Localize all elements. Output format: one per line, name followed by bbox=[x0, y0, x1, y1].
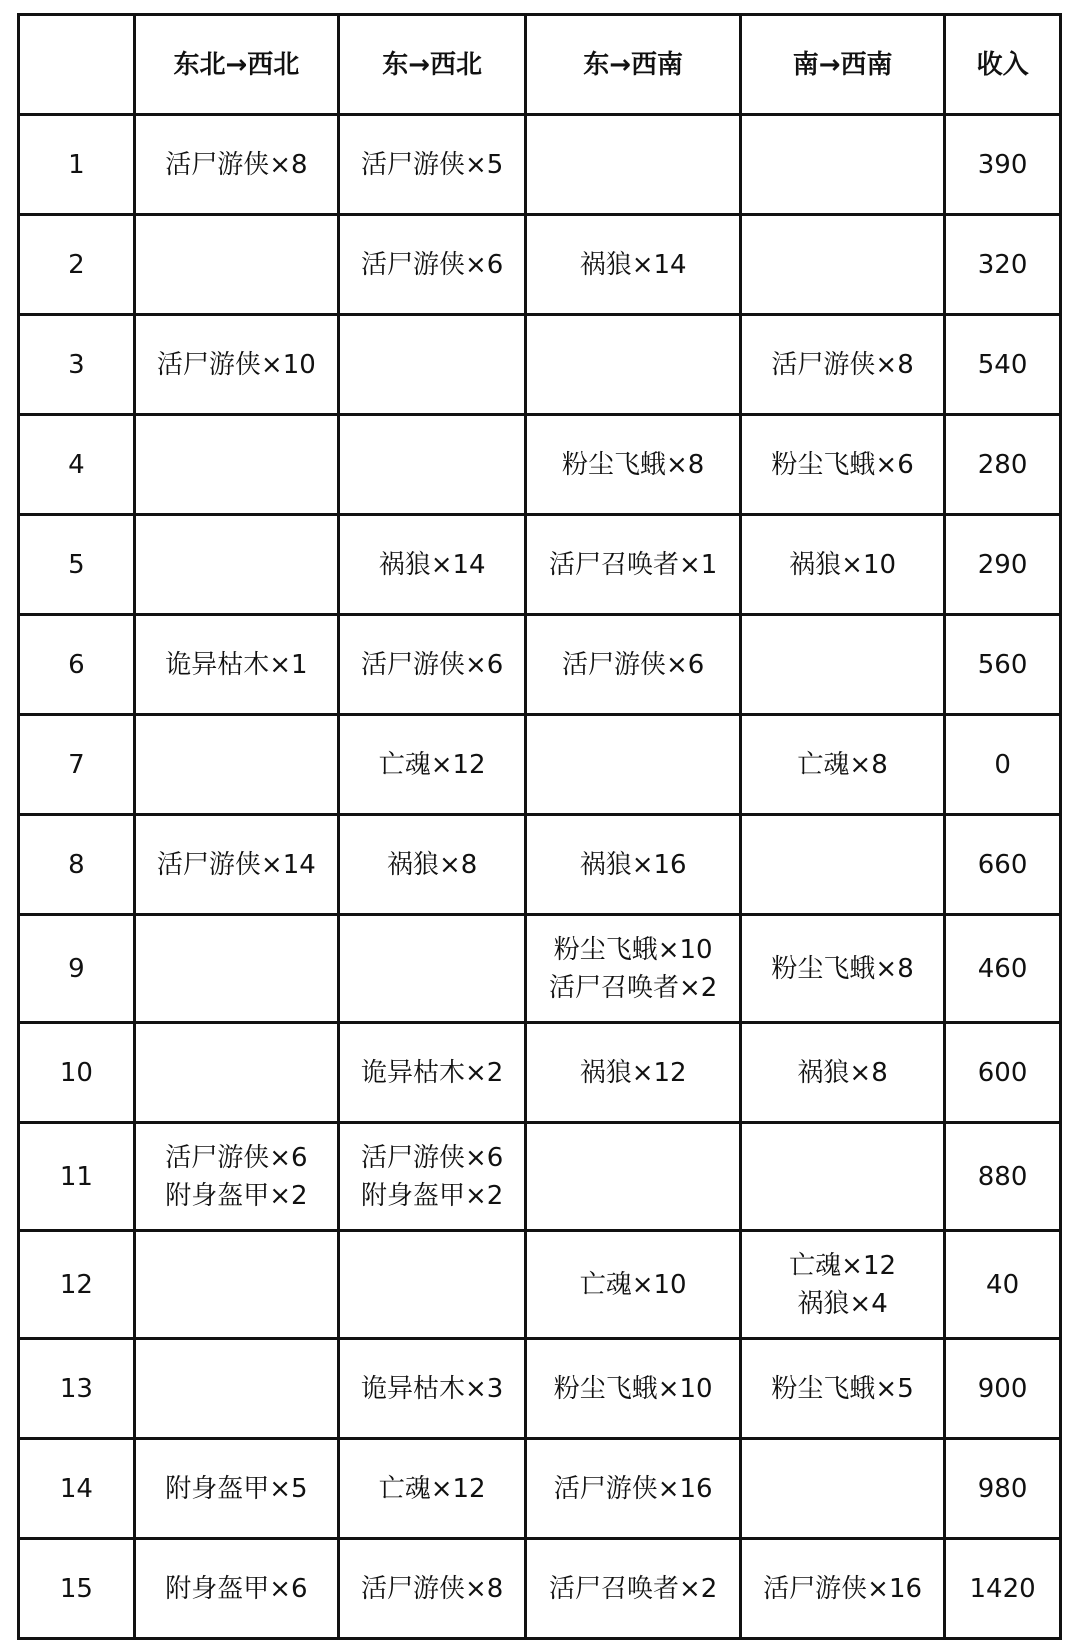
cell-income: 980 bbox=[945, 1439, 1061, 1539]
enemy-entry: 亡魂×12 bbox=[789, 1250, 897, 1281]
cell-east-to-northwest bbox=[338, 915, 525, 1023]
cell-northeast-to-northwest bbox=[134, 715, 338, 815]
cell-east-to-northwest bbox=[338, 215, 525, 315]
enemy-entry: 粉尘飞蛾×6 bbox=[771, 449, 914, 480]
enemy-entry: 诡异枯木×1 bbox=[165, 649, 308, 680]
cell-east-to-northwest bbox=[338, 1023, 525, 1123]
cell-northeast-to-northwest bbox=[134, 315, 338, 415]
table-row bbox=[19, 1539, 1061, 1639]
cell-south-to-southwest bbox=[741, 1231, 945, 1339]
table-row bbox=[19, 1439, 1061, 1539]
cell-northeast-to-northwest bbox=[134, 1123, 338, 1231]
header-income: 收入 bbox=[945, 15, 1061, 115]
enemy-entry: 诡异枯木×3 bbox=[360, 1373, 504, 1404]
enemy-entry: 粉尘飞蛾×10 bbox=[553, 934, 713, 965]
table-row bbox=[19, 715, 1061, 815]
enemy-entry: 亡魂×8 bbox=[797, 749, 888, 780]
cell-south-to-southwest bbox=[741, 715, 945, 815]
table-row bbox=[19, 515, 1061, 615]
table-body bbox=[19, 115, 1061, 1639]
cell-income: 1420 bbox=[945, 1539, 1061, 1639]
cell-south-to-southwest bbox=[741, 415, 945, 515]
enemy-entry: 祸狼×4 bbox=[797, 1288, 888, 1319]
cell-wave-index: 7 bbox=[19, 715, 135, 815]
header-index bbox=[19, 15, 135, 115]
enemy-entry: 亡魂×12 bbox=[378, 1473, 486, 1504]
enemy-entry: 活尸游侠×16 bbox=[763, 1573, 923, 1604]
header-east-to-southwest: 东→西南 bbox=[526, 15, 741, 115]
cell-wave-index: 14 bbox=[19, 1439, 135, 1539]
cell-south-to-southwest bbox=[741, 1023, 945, 1123]
enemy-entry: 活尸游侠×6 bbox=[360, 249, 504, 280]
enemy-entry: 附身盔甲×5 bbox=[165, 1473, 308, 1504]
cell-wave-index: 9 bbox=[19, 915, 135, 1023]
enemy-entry: 活尸游侠×6 bbox=[360, 1142, 504, 1173]
enemy-entry: 活尸召唤者×2 bbox=[548, 972, 718, 1003]
cell-east-to-northwest bbox=[338, 715, 525, 815]
cell-east-to-southwest bbox=[526, 615, 741, 715]
enemy-entry: 祸狼×14 bbox=[378, 549, 486, 580]
cell-east-to-northwest bbox=[338, 615, 525, 715]
cell-income: 880 bbox=[945, 1123, 1061, 1231]
cell-east-to-northwest bbox=[338, 1339, 525, 1439]
cell-income: 40 bbox=[945, 1231, 1061, 1339]
table-row bbox=[19, 1123, 1061, 1231]
enemy-entry: 祸狼×14 bbox=[579, 249, 687, 280]
cell-east-to-northwest bbox=[338, 1439, 525, 1539]
cell-wave-index: 13 bbox=[19, 1339, 135, 1439]
cell-east-to-southwest bbox=[526, 515, 741, 615]
enemy-entry: 活尸游侠×8 bbox=[165, 149, 308, 180]
cell-income: 660 bbox=[945, 815, 1061, 915]
cell-income: 560 bbox=[945, 615, 1061, 715]
cell-east-to-southwest bbox=[526, 415, 741, 515]
cell-east-to-southwest bbox=[526, 715, 741, 815]
enemy-entry: 祸狼×10 bbox=[789, 549, 897, 580]
cell-northeast-to-northwest bbox=[134, 415, 338, 515]
cell-wave-index: 15 bbox=[19, 1539, 135, 1639]
enemy-entry: 活尸游侠×8 bbox=[771, 349, 914, 380]
enemy-entry: 亡魂×12 bbox=[378, 749, 486, 780]
cell-south-to-southwest bbox=[741, 1439, 945, 1539]
table-row bbox=[19, 1231, 1061, 1339]
enemy-entry: 活尸游侠×16 bbox=[553, 1473, 713, 1504]
cell-east-to-northwest bbox=[338, 115, 525, 215]
cell-east-to-northwest bbox=[338, 1123, 525, 1231]
table-row bbox=[19, 215, 1061, 315]
table-row bbox=[19, 1339, 1061, 1439]
enemy-entry: 活尸召唤者×2 bbox=[548, 1573, 718, 1604]
cell-northeast-to-northwest bbox=[134, 1339, 338, 1439]
header-row bbox=[19, 15, 1061, 115]
enemy-entry: 亡魂×10 bbox=[579, 1269, 687, 1300]
cell-south-to-southwest bbox=[741, 615, 945, 715]
cell-income: 0 bbox=[945, 715, 1061, 815]
cell-wave-index: 12 bbox=[19, 1231, 135, 1339]
wave-table bbox=[17, 13, 1062, 1640]
cell-south-to-southwest bbox=[741, 215, 945, 315]
cell-northeast-to-northwest bbox=[134, 1439, 338, 1539]
enemy-entry: 祸狼×12 bbox=[579, 1057, 687, 1088]
cell-south-to-southwest bbox=[741, 915, 945, 1023]
cell-northeast-to-northwest bbox=[134, 815, 338, 915]
enemy-entry: 附身盔甲×6 bbox=[165, 1573, 308, 1604]
cell-east-to-northwest bbox=[338, 315, 525, 415]
cell-income: 290 bbox=[945, 515, 1061, 615]
cell-income: 390 bbox=[945, 115, 1061, 215]
cell-east-to-southwest bbox=[526, 915, 741, 1023]
cell-east-to-northwest bbox=[338, 415, 525, 515]
enemy-entry: 祸狼×8 bbox=[797, 1057, 888, 1088]
enemy-entry: 粉尘飞蛾×5 bbox=[771, 1373, 914, 1404]
table-row bbox=[19, 315, 1061, 415]
table-row bbox=[19, 1023, 1061, 1123]
cell-east-to-southwest bbox=[526, 1339, 741, 1439]
cell-east-to-northwest bbox=[338, 1231, 525, 1339]
cell-south-to-southwest bbox=[741, 315, 945, 415]
cell-income: 900 bbox=[945, 1339, 1061, 1439]
cell-south-to-southwest bbox=[741, 1123, 945, 1231]
header-east-to-northwest: 东→西北 bbox=[338, 15, 525, 115]
enemy-entry: 祸狼×8 bbox=[386, 849, 478, 880]
cell-east-to-southwest bbox=[526, 215, 741, 315]
cell-northeast-to-northwest bbox=[134, 1231, 338, 1339]
enemy-entry: 粉尘飞蛾×8 bbox=[771, 953, 914, 984]
cell-south-to-southwest bbox=[741, 1339, 945, 1439]
enemy-entry: 粉尘飞蛾×8 bbox=[561, 449, 705, 480]
cell-south-to-southwest bbox=[741, 815, 945, 915]
table-row bbox=[19, 815, 1061, 915]
cell-wave-index: 2 bbox=[19, 215, 135, 315]
enemy-entry: 活尸游侠×6 bbox=[561, 649, 705, 680]
enemy-entry: 活尸游侠×8 bbox=[360, 1573, 504, 1604]
enemy-entry: 活尸召唤者×1 bbox=[548, 549, 718, 580]
enemy-entry: 附身盔甲×2 bbox=[165, 1180, 308, 1211]
cell-south-to-southwest bbox=[741, 1539, 945, 1639]
cell-income: 540 bbox=[945, 315, 1061, 415]
cell-east-to-northwest bbox=[338, 1539, 525, 1639]
enemy-entry: 活尸游侠×10 bbox=[156, 349, 316, 380]
cell-south-to-southwest bbox=[741, 115, 945, 215]
cell-northeast-to-northwest bbox=[134, 615, 338, 715]
cell-east-to-southwest bbox=[526, 1231, 741, 1339]
cell-east-to-southwest bbox=[526, 1539, 741, 1639]
cell-east-to-southwest bbox=[526, 1439, 741, 1539]
cell-income: 600 bbox=[945, 1023, 1061, 1123]
cell-wave-index: 1 bbox=[19, 115, 135, 215]
table-row bbox=[19, 615, 1061, 715]
cell-income: 320 bbox=[945, 215, 1061, 315]
enemy-entry: 活尸游侠×5 bbox=[360, 149, 504, 180]
cell-east-to-southwest bbox=[526, 1123, 741, 1231]
cell-east-to-southwest bbox=[526, 815, 741, 915]
cell-northeast-to-northwest bbox=[134, 1023, 338, 1123]
enemy-entry: 活尸游侠×14 bbox=[156, 849, 316, 880]
cell-wave-index: 3 bbox=[19, 315, 135, 415]
cell-northeast-to-northwest bbox=[134, 215, 338, 315]
cell-east-to-northwest bbox=[338, 515, 525, 615]
cell-east-to-southwest bbox=[526, 1023, 741, 1123]
cell-northeast-to-northwest bbox=[134, 115, 338, 215]
cell-wave-index: 8 bbox=[19, 815, 135, 915]
header-south-to-southwest: 南→西南 bbox=[741, 15, 945, 115]
cell-south-to-southwest bbox=[741, 515, 945, 615]
header-northeast-to-northwest: 东北→西北 bbox=[134, 15, 338, 115]
cell-east-to-northwest bbox=[338, 815, 525, 915]
cell-northeast-to-northwest bbox=[134, 915, 338, 1023]
table-row bbox=[19, 115, 1061, 215]
table-row bbox=[19, 415, 1061, 515]
enemy-entry: 诡异枯木×2 bbox=[360, 1057, 504, 1088]
enemy-entry: 粉尘飞蛾×10 bbox=[553, 1373, 713, 1404]
cell-northeast-to-northwest bbox=[134, 1539, 338, 1639]
enemy-entry: 附身盔甲×2 bbox=[360, 1180, 504, 1211]
cell-wave-index: 5 bbox=[19, 515, 135, 615]
enemy-entry: 祸狼×16 bbox=[579, 849, 687, 880]
cell-wave-index: 10 bbox=[19, 1023, 135, 1123]
enemy-entry: 活尸游侠×6 bbox=[165, 1142, 308, 1173]
cell-northeast-to-northwest bbox=[134, 515, 338, 615]
cell-wave-index: 4 bbox=[19, 415, 135, 515]
cell-east-to-southwest bbox=[526, 115, 741, 215]
enemy-entry: 活尸游侠×6 bbox=[360, 649, 504, 680]
cell-income: 460 bbox=[945, 915, 1061, 1023]
cell-wave-index: 11 bbox=[19, 1123, 135, 1231]
cell-east-to-southwest bbox=[526, 315, 741, 415]
cell-income: 280 bbox=[945, 415, 1061, 515]
cell-wave-index: 6 bbox=[19, 615, 135, 715]
table-row bbox=[19, 915, 1061, 1023]
